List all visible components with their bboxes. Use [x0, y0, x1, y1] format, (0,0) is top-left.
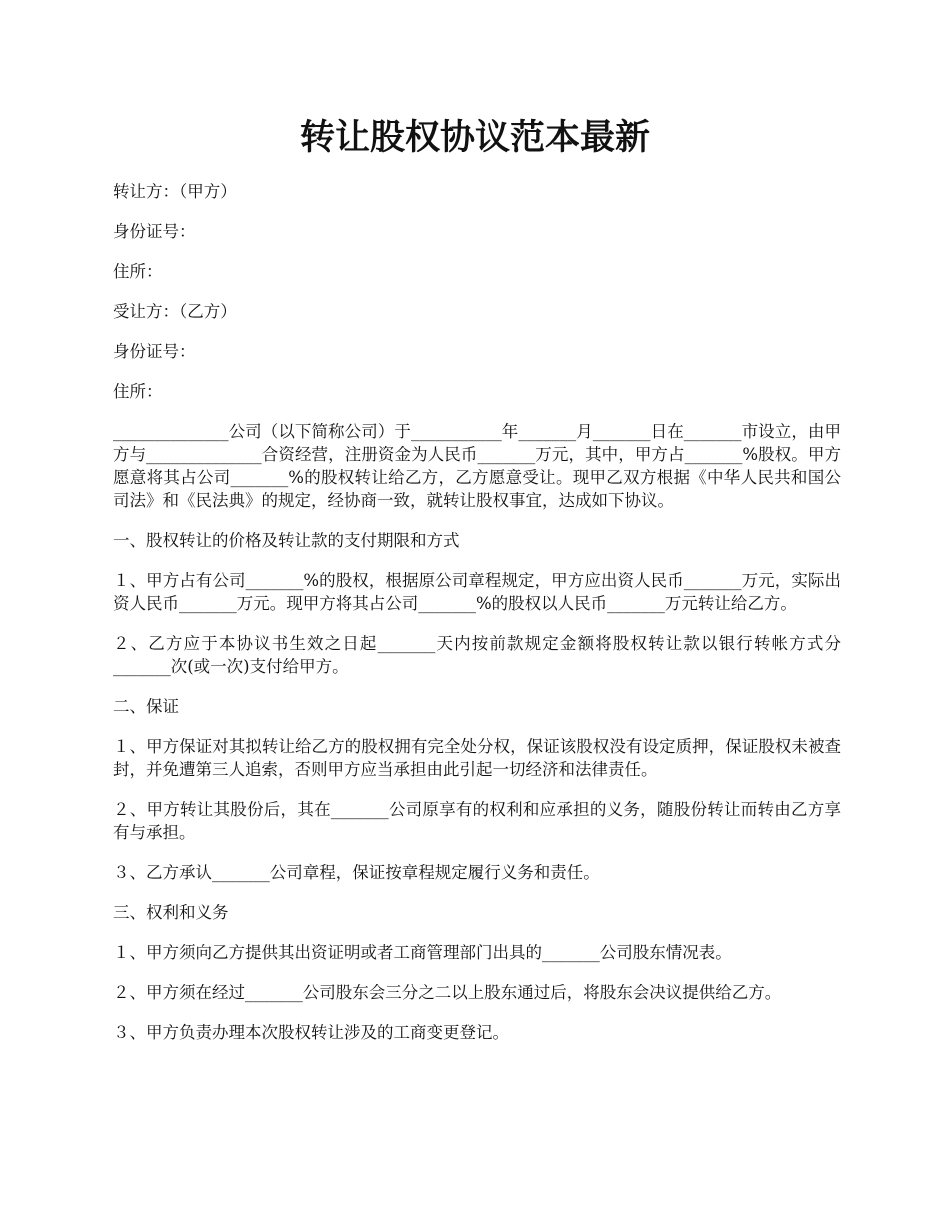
- preamble-paragraph: ______________公司（以下简称公司）于___________年_______月_______日在_______市设立，由甲方与______________合资经营，注册资金为人民币_______万元，其中，甲方占_______%股权。甲方愿意将其占公司_______%的股权转让给乙方，乙方愿意受让。现甲乙双方根据《中华人民共和国公司法》和《民法典》的规定，经协商一致，就转让股权事宜，达成如下协议。: [113, 422, 841, 510]
- transferor-label: 转让方：（甲方）: [113, 182, 237, 201]
- section-1-heading: 一、股权转让的价格及转让款的支付期限和方式: [113, 531, 460, 550]
- section-2-heading: 二、保证: [113, 697, 179, 716]
- transferee-label: 受让方：（乙方）: [113, 302, 237, 321]
- transferor-id-label: 身份证号：: [113, 222, 196, 241]
- section-1-item-2: ２、乙方应于本协议书生效之日起_______天内按前款规定金额将股权转让款以银行转帐方式分_______次(或一次)支付给甲方。: [113, 634, 841, 676]
- transferor-address-label: 住所：: [113, 262, 163, 281]
- section-2-item-3: ３、乙方承认_______公司章程，保证按章程规定履行义务和责任。: [113, 863, 600, 882]
- document-title: 转让股权协议范本最新: [299, 117, 650, 158]
- section-3-heading: 三、权利和义务: [113, 903, 229, 922]
- section-3-item-3: ３、甲方负责办理本次股权转让涉及的工商变更登记。: [113, 1023, 509, 1042]
- section-3-item-1: １、甲方须向乙方提供其出资证明或者工商管理部门出具的_______公司股东情况表。: [113, 943, 732, 962]
- section-2-item-1: １、甲方保证对其拟转让给乙方的股权拥有完全处分权，保证该股权没有设定质押，保证股权未被查封，并免遭第三人追索，否则甲方应当承担由此引起一切经济和法律责任。: [113, 737, 841, 779]
- section-2-item-2: ２、甲方转让其股份后，其在_______公司原享有的权利和应承担的义务，随股份转让而转由乙方享有与承担。: [113, 800, 841, 842]
- document-body: [113, 180, 841, 1061]
- section-1-item-1: １、甲方占有公司_______%的股权，根据原公司章程规定，甲方应出资人民币_______万元，实际出资人民币_______万元。现甲方将其占公司_______%的股权以人民币_______万元转让给乙方。: [113, 571, 841, 613]
- section-3-item-2: ２、甲方须在经过_______公司股东会三分之二以上股东通过后，将股东会决议提供给乙方。: [113, 983, 782, 1002]
- transferee-address-label: 住所：: [113, 382, 163, 401]
- transferee-id-label: 身份证号：: [113, 342, 196, 361]
